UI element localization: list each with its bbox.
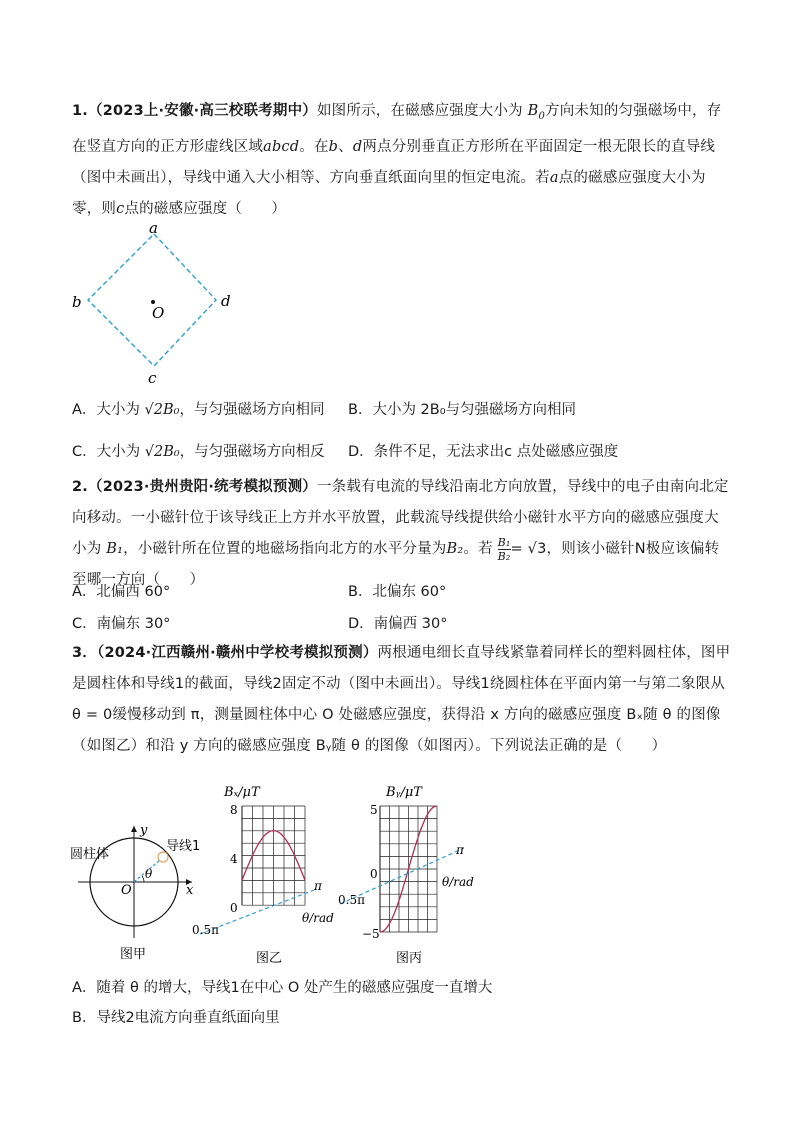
tick-8: 8 — [230, 803, 238, 817]
q1-text-5: 两点分别垂直正方形所在平面固定一根无限长的直导线（图中未画出），导线中通入大小相等、方向垂直纸面向里的恒定电流。若 — [72, 138, 716, 186]
question-3-text — [72, 638, 732, 762]
label-d: d — [221, 292, 231, 310]
caption-yi: 图乙 — [256, 951, 283, 966]
q3-number: 3． — [72, 645, 97, 661]
question-1-text — [72, 96, 732, 225]
q1-square-figure — [64, 218, 254, 388]
q2-number: 2. — [72, 479, 88, 495]
q3-text-1: 两根通电细长直导线紧靠着同样长的塑料圆柱体，图甲是圆柱体和导线1的截面，导线2固定不动（图中未画出）。导线1绕圆柱体在平面内第一与第二象限从 θ = 0缓慢移动到 π，测量圆柱体中心 O 处磁感应强度，获得沿 x 方向的磁感应强度 Bₓ随 θ 的图像（如图乙）和沿 y 方向的磁感应强度 Bᵧ随 θ 的图像（如图丙）。下列说法正确的是（ ） — [72, 645, 731, 754]
q1-abcd: abcd — [263, 138, 300, 155]
q2-source: （2023·贵州贵阳·统考模拟预测） — [88, 479, 317, 495]
theta-arc — [142, 876, 144, 882]
q1-d: d — [352, 138, 363, 155]
ylabel-yi: Bₓ/μT — [224, 785, 260, 800]
tick-half-pi-2: 0.5π — [338, 893, 365, 907]
q1-option-b[interactable]: B．大小为 2B₀与匀强磁场方向相同 — [348, 402, 577, 418]
q1-text-7: 点的磁感应强度（ ） — [124, 200, 287, 217]
tick-5: 5 — [370, 803, 378, 817]
tick-minus-5: −5 — [362, 927, 380, 941]
q2-option-b[interactable]: B．北偏东 60° — [348, 584, 447, 600]
q1-a: a — [549, 169, 559, 186]
q1-opt-c-suffix: ，与匀强磁场方向相反 — [179, 444, 325, 460]
label-b: b — [72, 293, 82, 311]
tick-4: 4 — [230, 852, 238, 866]
label-theta: θ — [145, 867, 153, 881]
y-arrow-icon — [131, 826, 137, 832]
q2-b2: B₂ — [446, 541, 464, 557]
q1-opt-a-suffix: ，与匀强磁场方向相同 — [179, 402, 325, 418]
q2-text-2: ，小磁针所在位置的地磁场指向北方的水平分量为 — [123, 541, 447, 557]
q2-option-d[interactable]: D．南偏西 30° — [348, 616, 448, 632]
q1-option-c[interactable] — [72, 440, 325, 461]
q3-option-b[interactable]: B．导线2电流方向垂直纸面向里 — [72, 1010, 280, 1026]
q3-option-a[interactable]: A．随着 θ 的增大，导线1在中心 O 处产生的磁感应强度一直增大 — [72, 980, 493, 996]
tick-0b: 0 — [370, 867, 378, 881]
label-a: a — [149, 219, 158, 237]
tick-half-pi: 0.5π — [192, 923, 219, 937]
xlabel-yi: θ/rad — [302, 911, 334, 925]
tick-0: 0 — [230, 901, 238, 915]
question-2-text — [72, 472, 732, 596]
q1-text-4: 、 — [338, 138, 353, 155]
q2-text-3: 。若 — [463, 541, 498, 557]
q1-text-1: 如图所示，在磁感应强度大小为 — [316, 103, 528, 119]
q1-b0: B — [527, 103, 539, 119]
q2-frac-den: B₂ — [497, 549, 511, 563]
label-cylinder: 圆柱体 — [70, 847, 110, 862]
tick-pi: π — [314, 879, 322, 893]
ylabel-bing: Bᵧ/μT — [386, 785, 422, 800]
q1-text-3: 。在 — [299, 138, 329, 155]
q2-b1: B₁ — [106, 541, 124, 557]
label-o: O — [152, 304, 165, 322]
q1-opt-a-prefix: A．大小为 — [72, 402, 145, 418]
q2-option-a[interactable]: A．北偏西 60° — [72, 584, 171, 600]
q1-opt-c-value: √2B₀ — [144, 444, 180, 460]
fig-bing — [336, 784, 486, 970]
caption-bing: 图丙 — [396, 951, 423, 966]
label-o: O — [121, 883, 132, 898]
q2-frac-num: B₁ — [497, 535, 511, 549]
q1-b: b — [328, 138, 339, 155]
q1-option-a[interactable] — [72, 398, 324, 419]
q1-text-6: 点的磁感应强度大小为零，则 — [72, 169, 706, 217]
q1-option-d[interactable]: D．条件不足，无法求出c 点处磁感应强度 — [348, 444, 619, 460]
label-y: y — [140, 823, 148, 838]
xlabel-bing: θ/rad — [442, 875, 474, 889]
label-c: c — [148, 369, 157, 387]
q2-option-c[interactable]: C．南偏东 30° — [72, 616, 171, 632]
q1-opt-c-prefix: C．大小为 — [72, 444, 145, 460]
q1-b0-sub: 0 — [538, 110, 546, 122]
caption-jia: 图甲 — [120, 947, 147, 962]
q1-text-2: 方向未知的匀强磁场中，存在竖直方向的正方形虚线区域 — [72, 103, 722, 155]
q1-number: 1. — [72, 103, 88, 119]
label-wire-1: 导线1 — [166, 839, 201, 854]
q2-text-1: 一条载有电流的导线沿南北方向放置，导线中的电子由南向北定向移动。一小磁针位于该导线正上方并水平放置，此载流导线提供给小磁针水平方向的磁感应强度大小为 — [72, 479, 729, 557]
q1-c: c — [116, 200, 125, 217]
q1-opt-a-value: √2B₀ — [144, 402, 180, 418]
dashed-square — [88, 234, 216, 366]
fig-yi — [190, 784, 340, 970]
q2-text-4: = √3，则该小磁针N极应该偏转至哪一方向（ ） — [72, 541, 720, 588]
q1-source: （2023上·安徽·高三校联考期中） — [88, 103, 317, 119]
label-x: x — [186, 883, 194, 898]
tick-pi-2: π — [456, 843, 464, 857]
q3-source: （2024·江西赣州·赣州中学校考模拟预测） — [97, 645, 378, 661]
grid-yi — [242, 806, 305, 905]
fig-jia — [70, 820, 210, 970]
q2-fraction — [498, 536, 511, 563]
